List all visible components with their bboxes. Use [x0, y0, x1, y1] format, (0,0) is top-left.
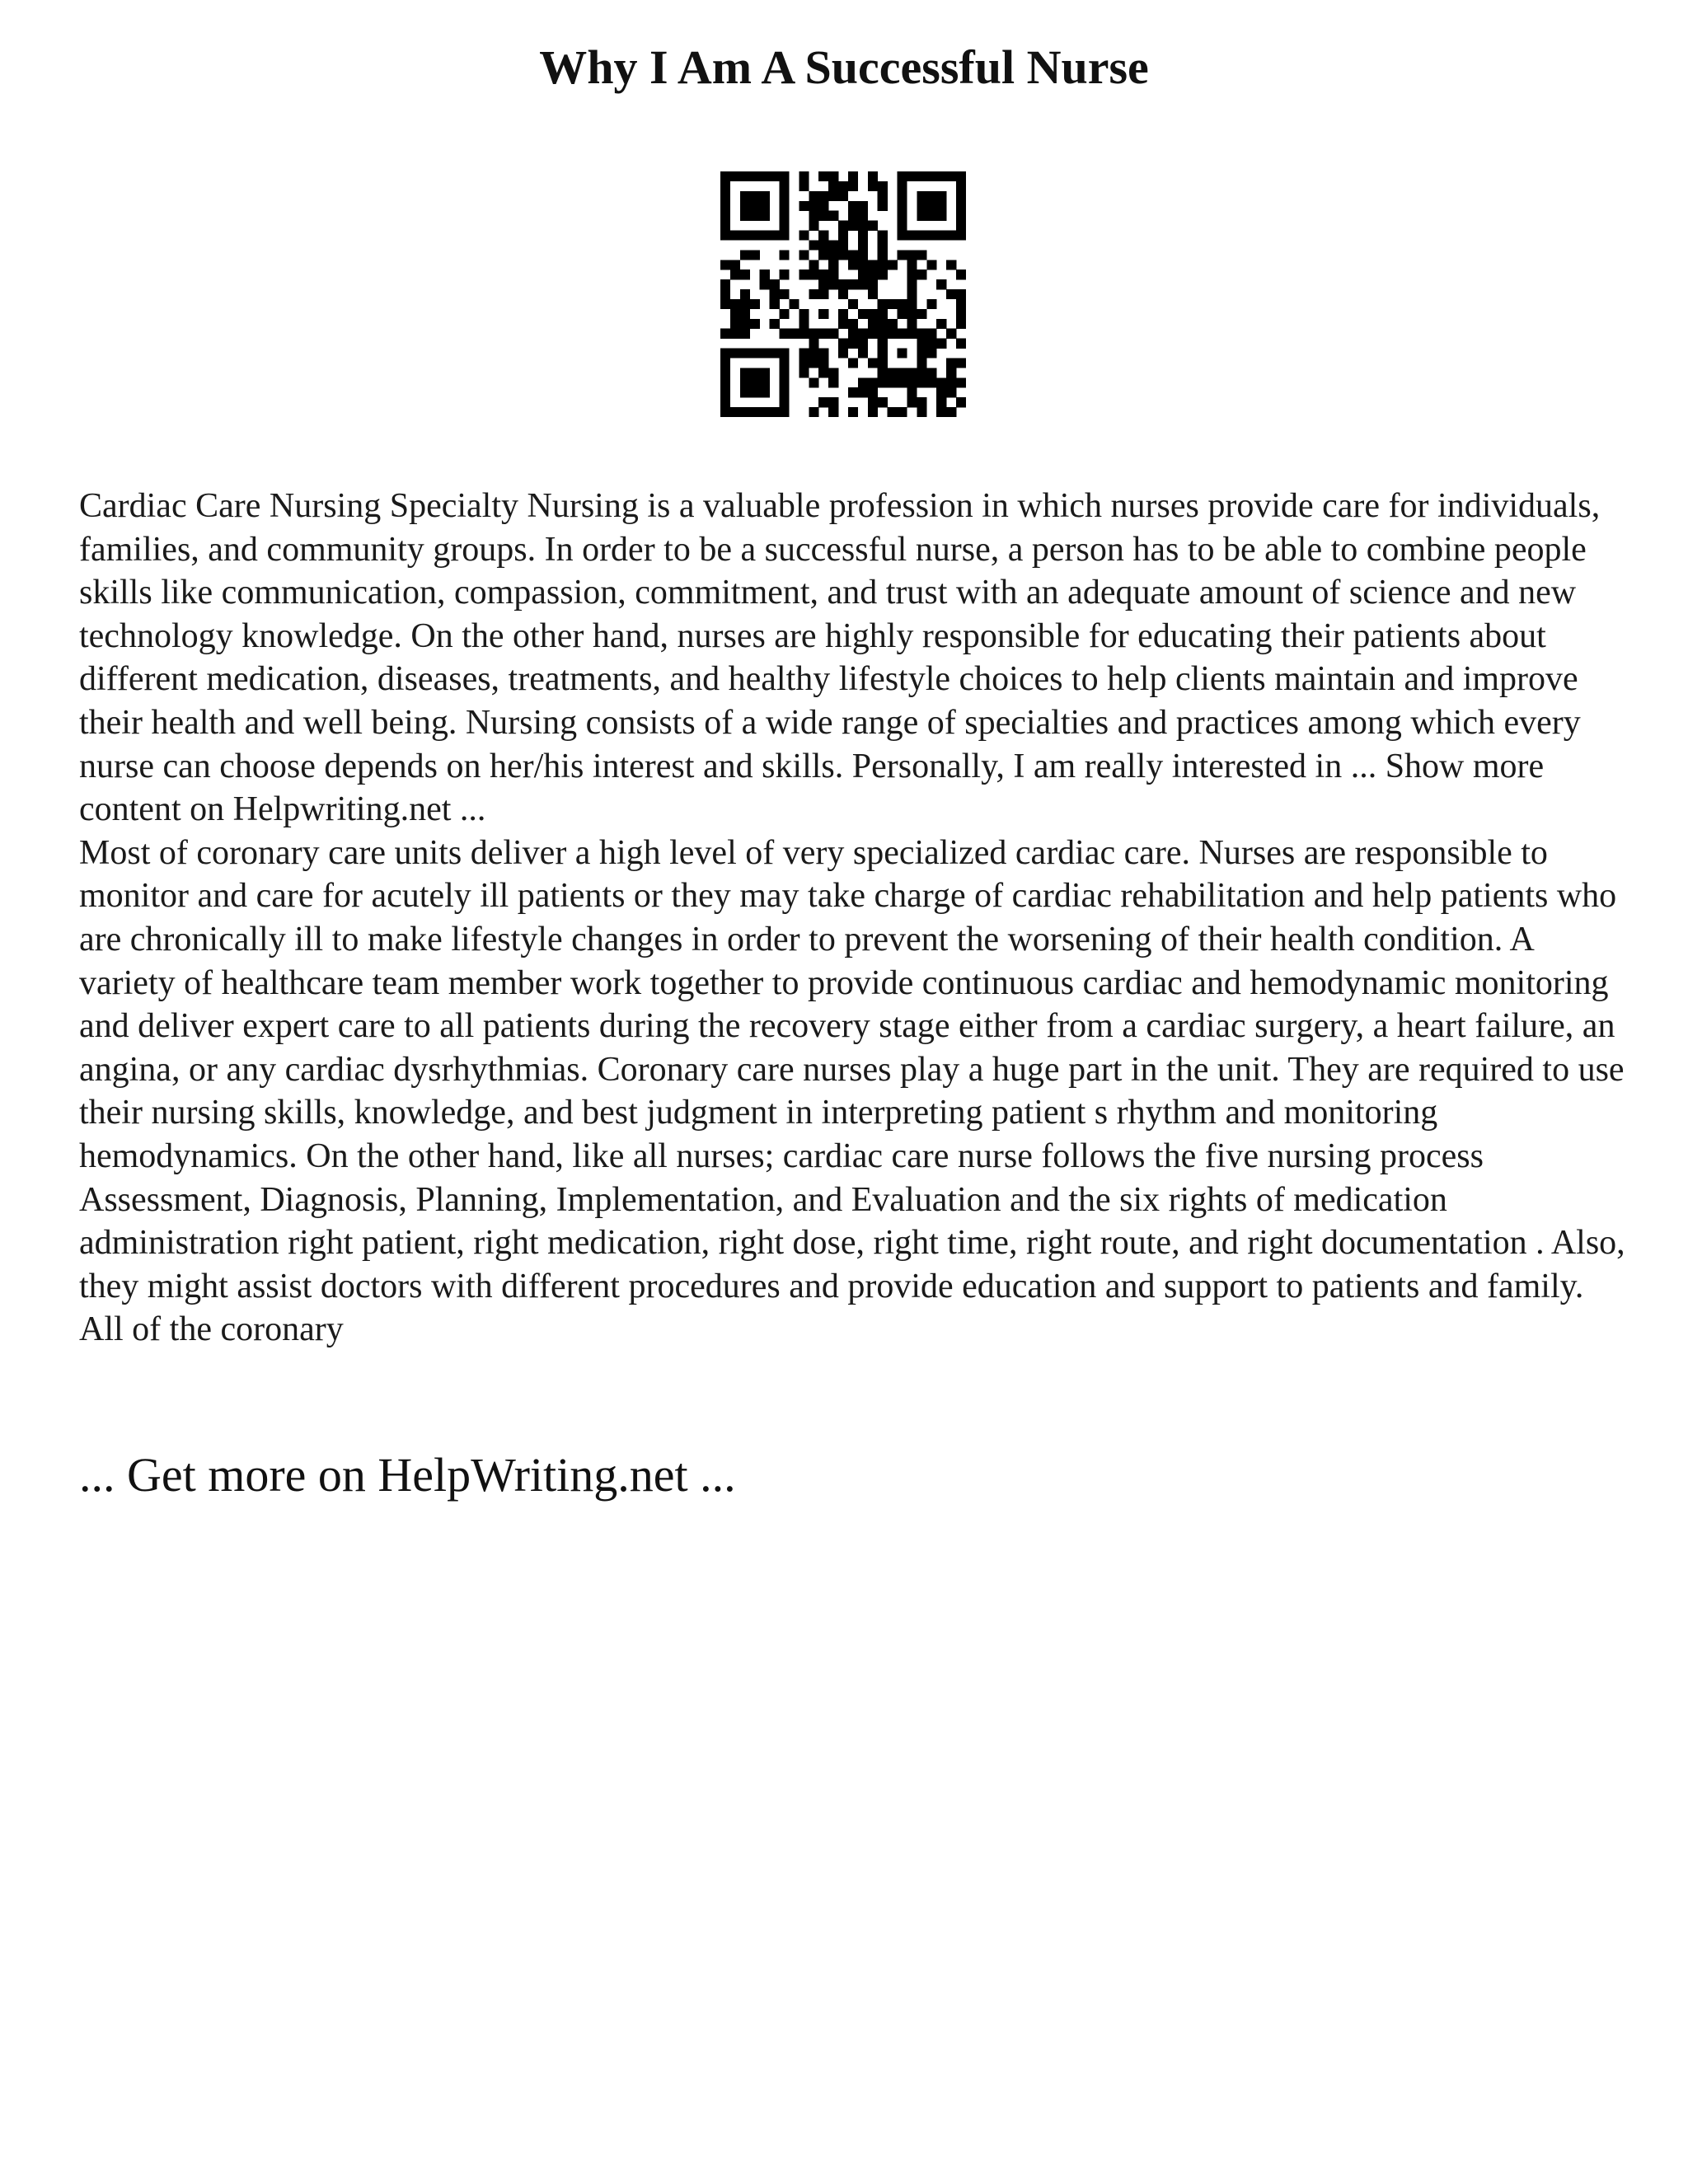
- page-title: Why I Am A Successful Nurse: [539, 40, 1149, 94]
- qr-code-icon: [720, 171, 966, 417]
- paragraph: Cardiac Care Nursing Specialty Nursing is a valuable profession in which nurses provide care for individuals, families, and community groups. In order to be a successful nurse, a person has to be able to combine people skills like communication, compassion, commitment, and trust with an adequate amount of science and new technology knowledge. On the other hand, nurses are highly responsible for educating their patients about different medication, diseases, treatments, and healthy lifestyle choices to help clients maintain and improve their health and well being. Nursing consists of a wide range of specialties and practices among which every nurse can choose depends on her/his interest and skills. Personally, I am really interested in ... Show more content on Helpwriting.net ...: [79, 487, 1601, 829]
- paragraph: Most of coronary care units deliver a high level of very specialized cardiac care. Nurses are responsible to monitor and care for acutely ill patients or they may take charge of cardiac rehabilitation and help patients who are chronically ill to make lifestyle changes in order to prevent the worsening of their health condition. A variety of healthcare team member work together to provide continuous cardiac and hemodynamic monitoring and deliver expert care to all patients during the recovery stage either from a cardiac surgery, a heart failure, an angina, or any cardiac dysrhythmias. Coronary care nurses play a huge part in the unit. They are required to use their nursing skills, knowledge, and best judgment in interpreting patient s rhythm and monitoring hemodynamics. On the other hand, like all nurses; cardiac care nurse follows the five nursing process Assessment, Diagnosis, Planning, Implementation, and Evaluation and the six rights of medication administration right patient, right medication, right dose, right time, right route, and right documentation . Also, they might assist doctors with different procedures and provide education and support to patients and family. All of the coronary: [79, 833, 1625, 1349]
- get-more-link[interactable]: ... Get more on HelpWriting.net ...: [79, 1448, 736, 1502]
- article-body: [79, 485, 1629, 1352]
